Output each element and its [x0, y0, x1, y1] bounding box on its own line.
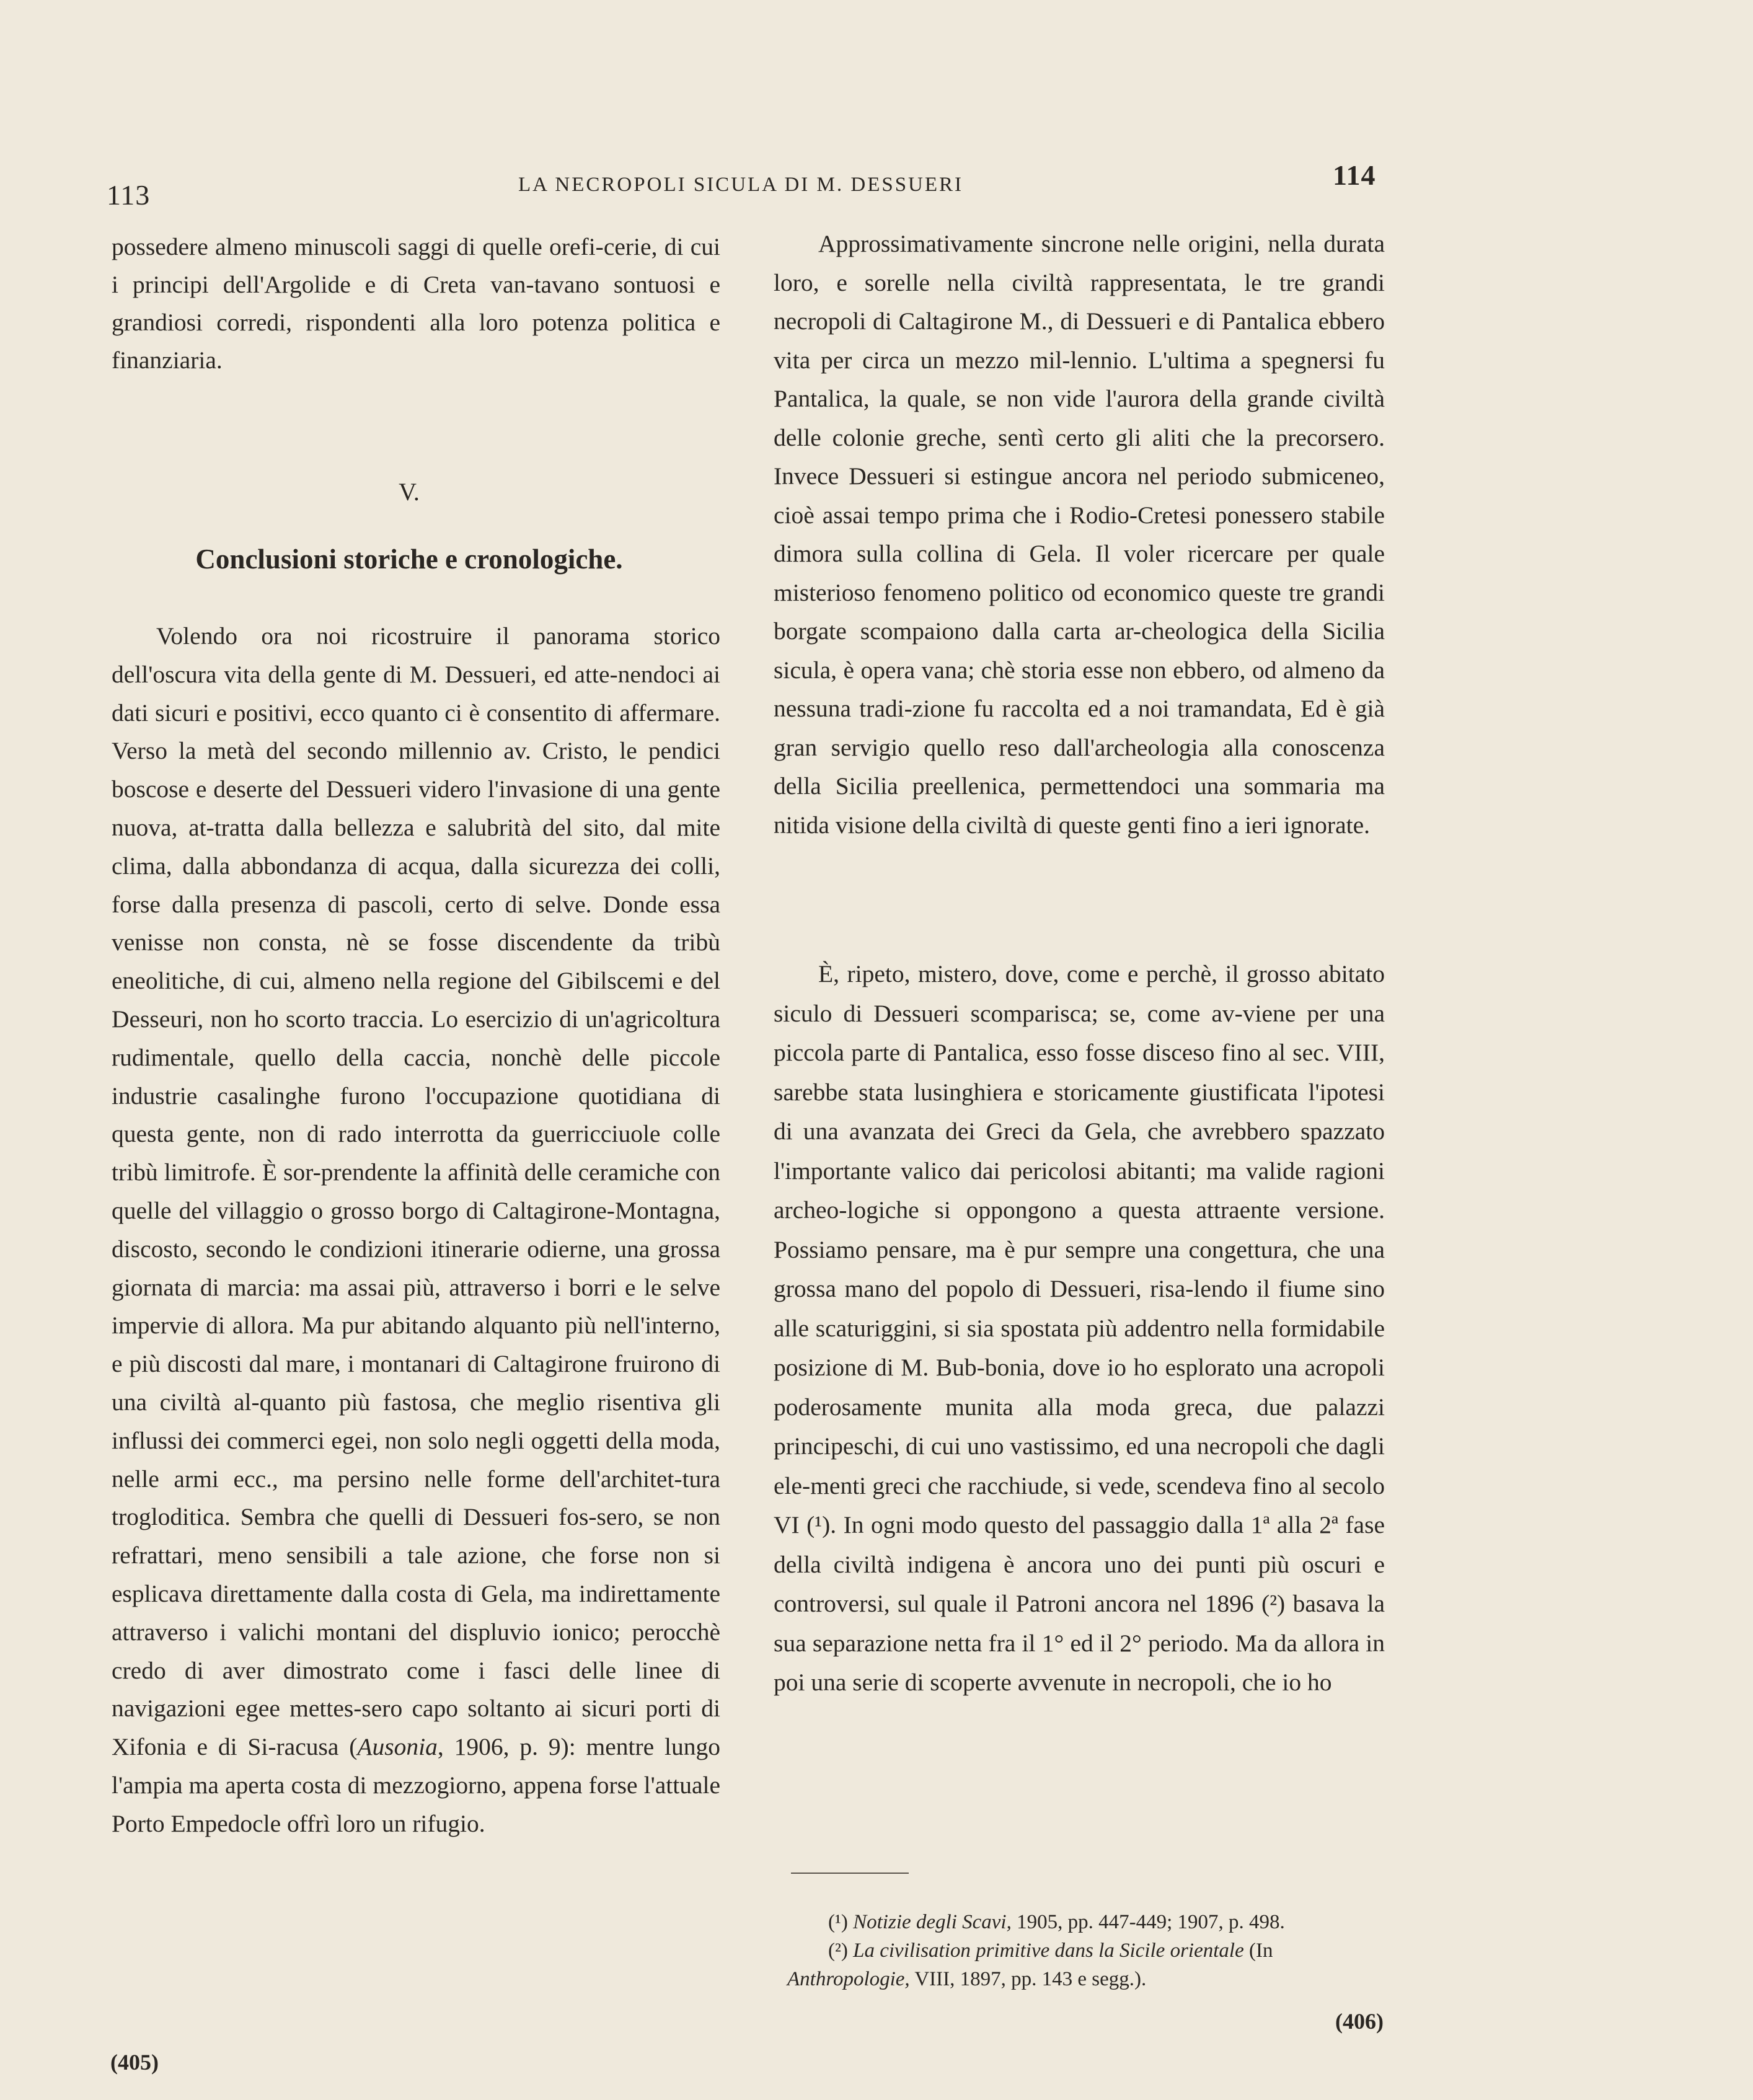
- section-title: Conclusioni storiche e cronologiche.: [195, 544, 623, 575]
- footnotes: [787, 1908, 1392, 1993]
- footnote-italic: Notizie degli Scavi,: [853, 1911, 1012, 1933]
- paragraph-text: Volendo ora noi ricostruire il panorama storico dell'oscura vita della gente di M. Dessueri, ed atte-nendoci ai dati sicuri e positivi, ecco quanto ci è consentito di affermare. Verso la metà del secondo millennio av. Cristo, le pendici boscose e deserte del Dessueri videro l'invasione di una gente nuova, at-tratta dalla bellezza e salubrità del sito, dal mite clima, dalla abbondanza di acqua, dalla sicurezza dei colli, forse dalla presenza di pascoli, certo di selve. Donde essa venisse non consta, nè se fosse discendente da tribù eneolitiche, di cui, almeno nella regione del Gibilscemi e del Desseuri, non ho scorto traccia. Lo esercizio di un'agricoltura rudimentale, quello della caccia, nonchè delle piccole industrie casalinghe furono l'occupazione quotidiana di questa gente, non di rado interrotta da guerricciuole colle tribù limitrofe. È sor-prendente la affinità delle ceramiche con quelle del villaggio o grosso borgo di Caltagirone-Montagna, discosto, secondo le condizioni itinerarie odierne, una grossa giornata di marcia: ma assai più, attraverso i borri e le selve impervie di allora. Ma pur abitando alquanto più nell'interno, e più discosti dal mare, i montanari di Caltagirone fruirono di una civiltà al-quanto più fastosa, che meglio risentiva gli influssi dei commerci egei, non solo negli oggetti della moda, nelle armi ecc., ma persino nelle forme dell'architet-tura trogloditica. Sembra che quelli di Dessueri fos-sero, se non refrattari, meno sensibili a tale azione, che forse non si esplicava direttamente dalla costa di Gela, ma indirettamente attraverso i valichi montani del displuvio ionico; perocchè credo di aver dimostrato come i fasci delle linee di navigazioni egee mettes-sero capo soltanto ai sicuri porti di Xifonia e di Si-racusa (: [112, 622, 720, 1761]
- footnote-text: VIII, 1897, pp. 143 e segg.).: [909, 1968, 1147, 1990]
- footnote-1: [787, 1908, 1392, 1936]
- footnote-italic: La civilisation primitive dans la Sicile orientale: [853, 1939, 1244, 1962]
- footnote-mark: (²): [828, 1939, 854, 1962]
- signature-mark-right: (406): [1335, 2009, 1384, 2034]
- footnote-2: [787, 1936, 1392, 1993]
- paragraph: È, ripeto, mistero, dove, come e perchè, il grosso abitato siculo di Dessueri scomparisca; se, come av-viene per una piccola parte di Pantalica, esso fosse disceso fino al sec. VIII, sarebbe stata lusinghiera e storicamente giustificata l'ipotesi di una avanzata dei Greci da Gela, che avrebbero spazzato l'importante valico dai pericolosi abitanti; ma valide ragioni archeo-logiche si oppongono a questa attraente versione. Possiamo pensare, ma è pur sempre una congettura, che una grossa mano del popolo di Dessueri, risa-lendo il fiume sino alle scaturiggini, si sia spostata più addentro nella formidabile posizione di M. Bub-bonia, dove io ho esplorato una acropoli poderosamente munita alla moda greca, due palazzi principeschi, di cui uno vastissimo, ed una necropoli che dagli ele-menti greci che racchiude, si vede, scendeva fino al secolo VI (¹). In ogni modo questo del passaggio dalla 1ª alla 2ª fase della civiltà indigena è ancora uno dei punti più oscuri e controversi, sul quale il Patroni ancora nel 1896 (²) basava la sua separazione netta fra il 1° ed il 2° periodo. Ma da allora in poi una serie di scoperte avvenute in necropoli, che io ho: [774, 960, 1385, 1696]
- running-head: LA NECROPOLI SICULA DI M. DESSUERI: [518, 174, 964, 196]
- journal-title: Ausonia: [357, 1733, 438, 1761]
- footnote-italic: Anthropologie,: [787, 1968, 910, 1990]
- footnote-text: 1905, pp. 447-449; 1907, p. 498.: [1011, 1911, 1285, 1933]
- page-number-left: 113: [107, 179, 151, 211]
- page-number-right: 114: [1333, 159, 1376, 191]
- section-number: V.: [399, 478, 420, 506]
- signature-mark-left: (405): [110, 2050, 159, 2075]
- paragraph-text: , 1906, p. 9): mentre lungo l'ampia ma aperta costa di mezzogiorno, appena forse l'attuale Porto Empedocle offrì loro un rifugio.: [112, 1733, 720, 1837]
- footnote-text: (In: [1243, 1939, 1273, 1962]
- paragraph: possedere almeno minuscoli saggi di quelle orefi-cerie, di cui i principi dell'Argolide e di Creta van-tavano sontuosi e grandiosi corredi, rispondenti alla loro potenza politica e finanziaria.: [112, 233, 720, 374]
- footnote-mark: (¹): [828, 1911, 854, 1933]
- paragraph: Approssimativamente sincrone nelle origini, nella durata loro, e sorelle nella civiltà rappresentata, le tre grandi necropoli di Caltagirone M., di Dessueri e di Pantalica ebbero vita per circa un mezzo mil-lennio. L'ultima a spegnersi fu Pantalica, la quale, se non vide l'aurora della grande civiltà delle colonie greche, sentì certo gli aliti che la precorsero. Invece Dessueri si estingue ancora nel periodo submiceneo, cioè assai tempo prima che i Rodio-Cretesi ponessero stabile dimora sulla collina di Gela. Il voler ricercare per quale misterioso fenomeno politico od economico queste tre grandi borgate scompaiono dalla carta ar-cheologica della Sicilia sicula, è opera vana; chè storia esse non ebbero, od almeno da nessuna tradi-zione fu raccolta ed a noi tramandata, Ed è già gran servigio quello reso dall'archeologia alla conoscenza della Sicilia preellenica, permettendoci una sommaria ma nitida visione della civiltà di queste genti fino a ieri ignorate.: [774, 230, 1385, 839]
- paragraph: [112, 617, 720, 1843]
- footnote-rule: [791, 1873, 909, 1874]
